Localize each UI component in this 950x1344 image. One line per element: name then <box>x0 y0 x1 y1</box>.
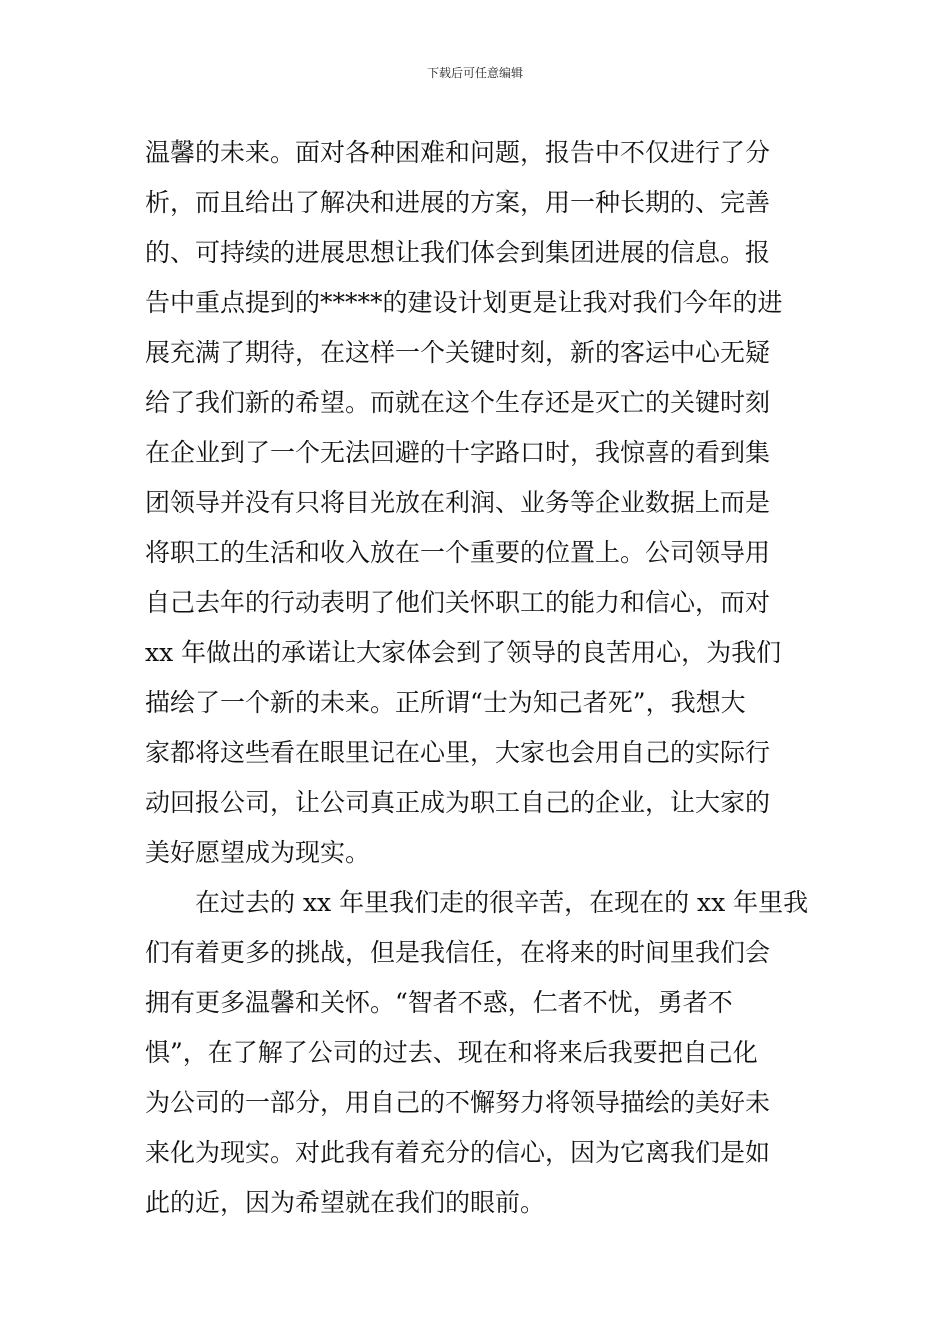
text-line: 自己去年的行动表明了他们关怀职工的能力和信心，而对 <box>145 588 771 617</box>
text-line: xx 年做出的承诺让大家体会到了领导的良苦用心，为我们 <box>145 638 782 667</box>
text-line: 为公司的一部分，用自己的不懈努力将领导描绘的美好未 <box>145 1088 771 1117</box>
text-line: 的、可持续的进展思想让我们体会到集团进展的信息。报 <box>145 238 771 267</box>
text-line: 温馨的未来。面对各种困难和问题，报告中不仅进行了分 <box>145 138 771 167</box>
text-line: 析，而且给出了解决和进展的方案，用一种长期的、完善 <box>145 188 771 217</box>
page-header: 下载后可任意编辑 <box>426 66 523 80</box>
text-line: 将职工的生活和收入放在一个重要的位置上。公司领导用 <box>145 538 771 567</box>
text-line: 美好愿望成为现实。 <box>145 838 371 867</box>
text-line: 家都将这些看在眼里记在心里，大家也会用自己的实际行 <box>145 738 771 767</box>
text-line: 给了我们新的希望。而就在这个生存还是灭亡的关键时刻 <box>145 388 771 417</box>
paragraph-2 <box>145 878 810 1228</box>
text-line: 们有着更多的挑战，但是我信任，在将来的时间里我们会 <box>145 938 771 967</box>
text-line: 来化为现实。对此我有着充分的信心，因为它离我们是如 <box>145 1138 771 1167</box>
text-line: 此的近，因为希望就在我们的眼前。 <box>145 1188 546 1217</box>
text-line: 描绘了一个新的未来。正所谓“士为知己者死”，我想大 <box>145 688 746 717</box>
text-line: 惧”，在了解了公司的过去、现在和将来后我要把自己化 <box>145 1038 758 1067</box>
text-line: 团领导并没有只将目光放在利润、业务等企业数据上而是 <box>145 488 771 517</box>
text-line: 告中重点提到的*****的建设计划更是让我对我们今年的进 <box>145 288 783 317</box>
paragraph-1 <box>145 128 810 878</box>
text-line: 拥有更多温馨和关怀。“智者不惑，仁者不忧，勇者不 <box>145 988 733 1017</box>
text-line: 展充满了期待，在这样一个关键时刻，新的客运中心无疑 <box>145 338 771 367</box>
document-body <box>145 128 810 1228</box>
text-line: 动回报公司，让公司真正成为职工自己的企业，让大家的 <box>145 788 771 817</box>
text-line-indented: 在过去的 xx 年里我们走的很辛苦，在现在的 xx 年里我 <box>195 888 809 917</box>
text-line: 在企业到了一个无法回避的十字路口时，我惊喜的看到集 <box>145 438 771 467</box>
